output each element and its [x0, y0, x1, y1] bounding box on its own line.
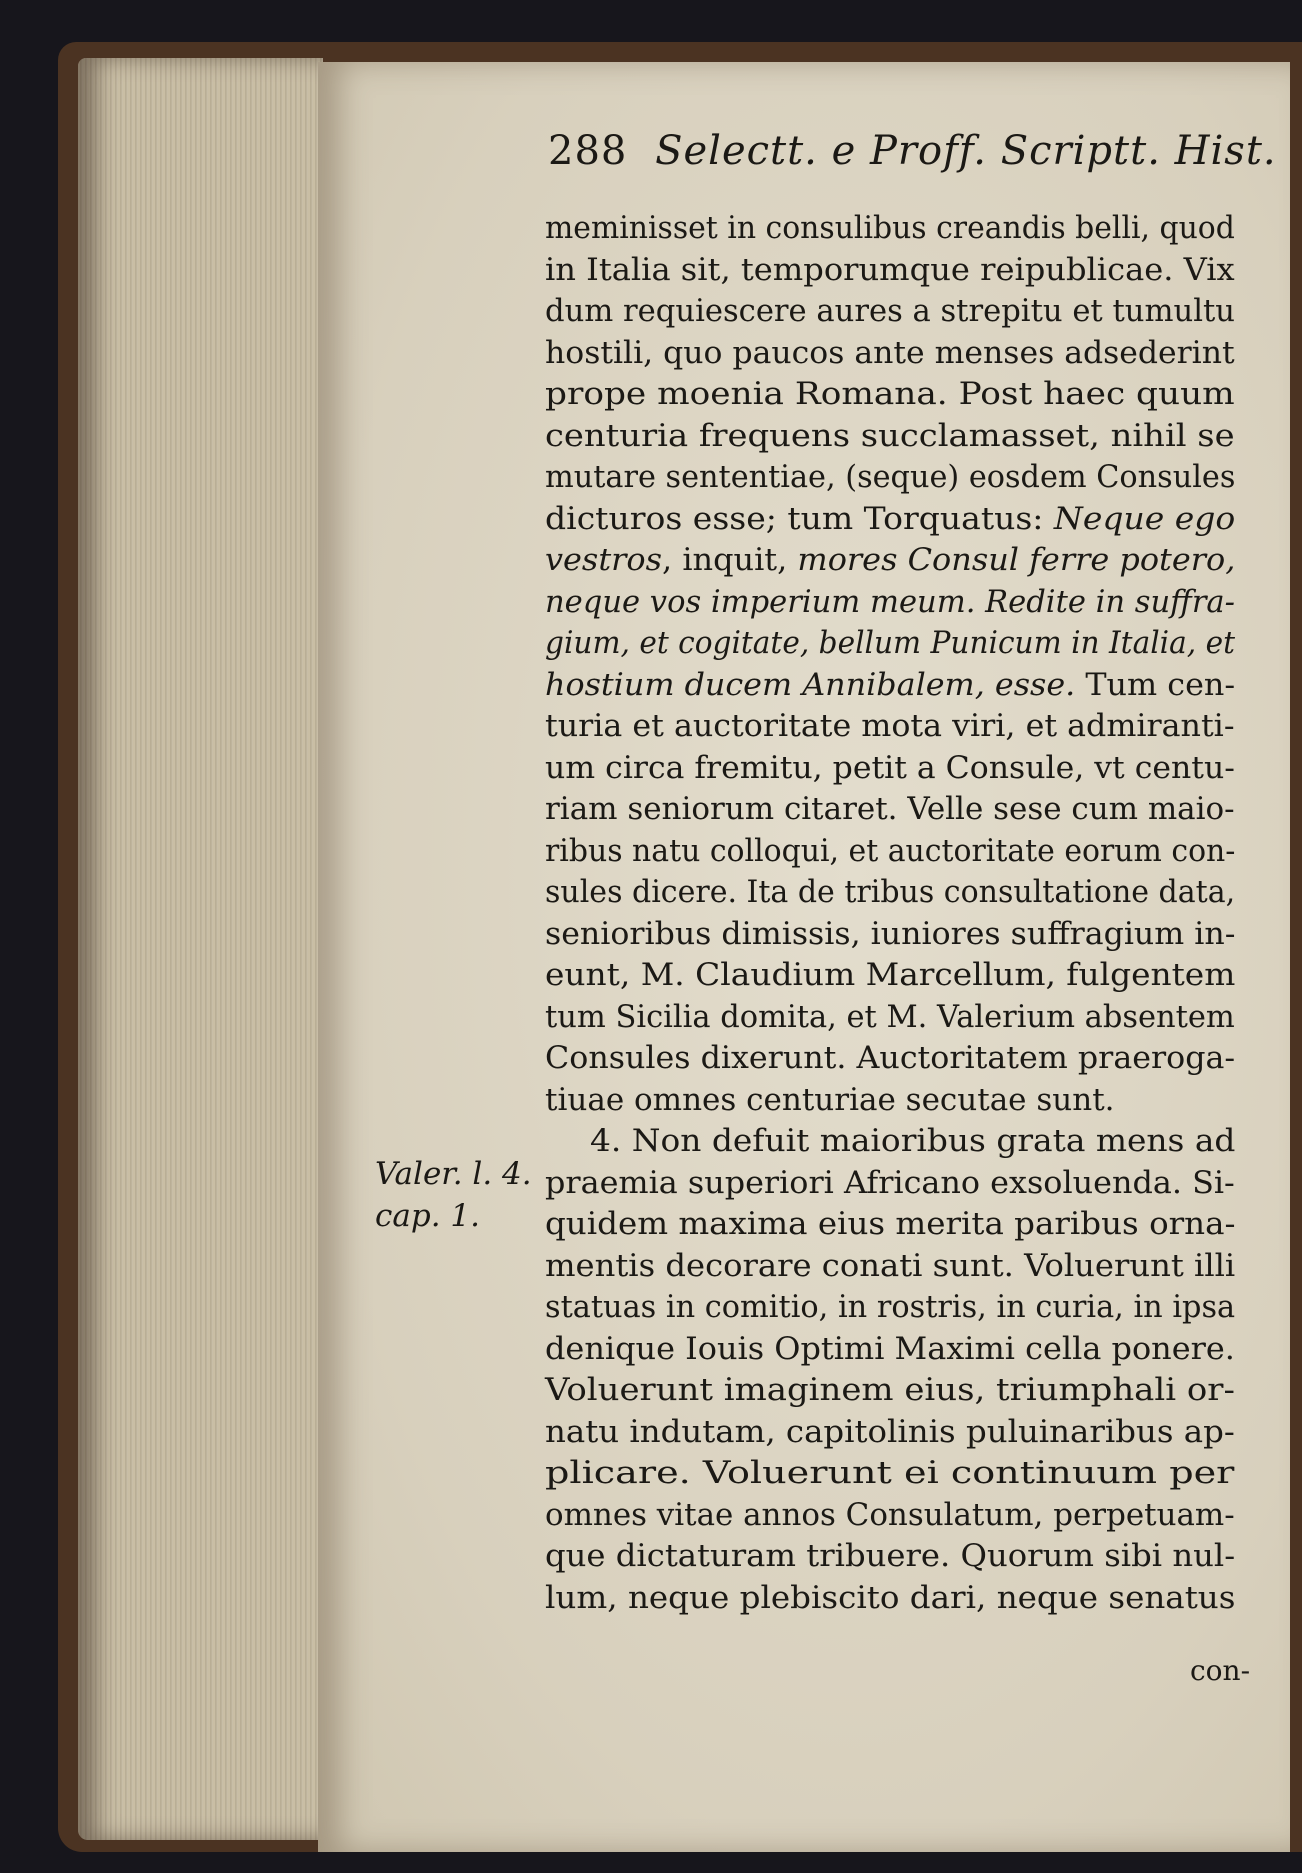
- italic-segment: mores Consul ferre potero,: [797, 542, 1236, 578]
- text-segment: mutare sententiae, (seque) eosdem Consules: [545, 459, 1236, 495]
- text-line: [545, 1204, 1235, 1244]
- text-segment: Consules dixerunt. Auctoritatem praeroga-: [545, 1040, 1236, 1076]
- text-segment: 4. Non defuit maioribus grata mens ad: [590, 1123, 1236, 1159]
- running-title: Selectt. e Proff. Scriptt. Hist.: [655, 128, 1277, 174]
- text-segment: Tum cen-: [1075, 666, 1236, 703]
- text-line: [545, 333, 1235, 373]
- text-segment: natu indutam, capitolinis puluinaribus ap-: [545, 1413, 1235, 1450]
- italic-segment: hostium ducem Annibalem, esse.: [545, 666, 1076, 703]
- text-segment: turia et auctoritate mota viri, et admiranti-: [545, 708, 1235, 744]
- text-line: [545, 955, 1235, 995]
- text-line: [545, 1370, 1235, 1410]
- text-line: [545, 623, 1235, 663]
- text-line: [545, 997, 1235, 1037]
- text-line: [545, 1412, 1235, 1452]
- text-line: [545, 706, 1235, 746]
- text-line: [545, 416, 1235, 456]
- text-segment: quidem maxima eius merita paribus orna-: [545, 1206, 1236, 1242]
- margin-note-ref: Valer. l. 4.: [375, 1156, 532, 1192]
- margin-note-chapter: cap. 1.: [375, 1198, 480, 1234]
- italic-segment: Neque ego: [1053, 500, 1236, 537]
- text-line: [590, 1121, 1235, 1161]
- text-line: [545, 291, 1235, 331]
- text-segment: denique Iouis Optimi Maximi cella ponere.: [545, 1330, 1235, 1367]
- text-segment: riam seniorum citaret. Velle sese cum maio-: [545, 791, 1235, 827]
- text-line: [545, 1163, 1235, 1203]
- text-line: [545, 250, 1235, 290]
- text-segment: mentis decorare conati sunt. Voluerunt illi: [545, 1247, 1236, 1284]
- text-line: [545, 1246, 1235, 1286]
- text-segment: praemia superiori Africano exsoluenda. Si-: [545, 1164, 1235, 1201]
- page-edges: [78, 58, 323, 1840]
- text-segment: eunt, M. Claudium Marcellum, fulgentem: [545, 957, 1236, 993]
- text-segment: plicare. Voluerunt ei continuum per: [545, 1455, 1235, 1491]
- text-segment: omnes vitae annos Consulatum, perpetuam-: [545, 1496, 1235, 1533]
- italic-segment: neque vos imperium meum. Redite in suffra-: [545, 583, 1235, 620]
- text-segment: lum, neque plebiscito dari, neque senatus: [545, 1579, 1236, 1616]
- text-line: [545, 499, 1235, 539]
- text-line: [545, 374, 1235, 414]
- text-segment: sules dicere. Ita de tribus consultatione data,: [545, 874, 1236, 910]
- text-line: [545, 1080, 1115, 1120]
- text-segment: in Italia sit, temporumque reipublicae. Vix: [545, 251, 1235, 288]
- text-segment: que dictaturam tribuere. Quorum sibi nul-: [545, 1538, 1236, 1574]
- text-line: [545, 457, 1235, 497]
- text-line: [545, 789, 1235, 829]
- text-line: [545, 1287, 1235, 1327]
- text-line: [545, 748, 1235, 788]
- text-line: [545, 831, 1235, 871]
- text-segment: tum Sicilia domita, et M. Valerium absentem: [545, 998, 1235, 1035]
- text-segment: dicturos esse; tum Torquatus:: [545, 500, 1054, 537]
- text-segment: senioribus dimissis, iuniores suffragium in-: [545, 915, 1236, 952]
- text-line: [545, 1536, 1235, 1576]
- text-segment: meminisset in consulibus creandis belli, quod: [545, 210, 1235, 246]
- text-segment: ribus natu colloqui, et auctoritate eorum con-: [545, 832, 1236, 869]
- text-segment: statuas in comitio, in rostris, in curia, in ipsa: [545, 1289, 1236, 1325]
- text-line: [545, 540, 1235, 580]
- text-segment: Voluerunt imaginem eius, triumphali or-: [545, 1372, 1235, 1408]
- catchword: con-: [1190, 1654, 1251, 1687]
- text-segment: centuria frequens succlamasset, nihil se: [545, 417, 1235, 454]
- text-segment: um circa fremitu, petit a Consule, vt centu-: [545, 749, 1235, 786]
- running-head: [548, 128, 1277, 174]
- text-segment: prope moenia Romana. Post haec quum: [545, 376, 1235, 412]
- text-line: [545, 872, 1235, 912]
- text-segment: , inquit,: [662, 542, 798, 578]
- text-segment: hostili, quo paucos ante menses adsederint: [545, 334, 1235, 371]
- text-line: [545, 1329, 1235, 1369]
- text-segment: tiuae omnes centuriae secutae sunt.: [545, 1081, 1115, 1118]
- text-segment: dum requiescere aures a strepitu et tumultu: [545, 293, 1235, 329]
- text-line: [545, 1495, 1235, 1535]
- text-line: [545, 1578, 1235, 1618]
- italic-segment: gium, et cogitate, bellum Punicum in Italia, et: [545, 625, 1235, 661]
- text-line: [545, 1453, 1234, 1493]
- text-line: [545, 208, 1235, 248]
- italic-segment: vestros: [545, 542, 663, 578]
- text-line: [545, 1038, 1235, 1078]
- page-number: 288: [548, 128, 628, 174]
- text-line: [545, 582, 1235, 622]
- text-line: [545, 665, 1235, 705]
- text-line: [545, 914, 1235, 954]
